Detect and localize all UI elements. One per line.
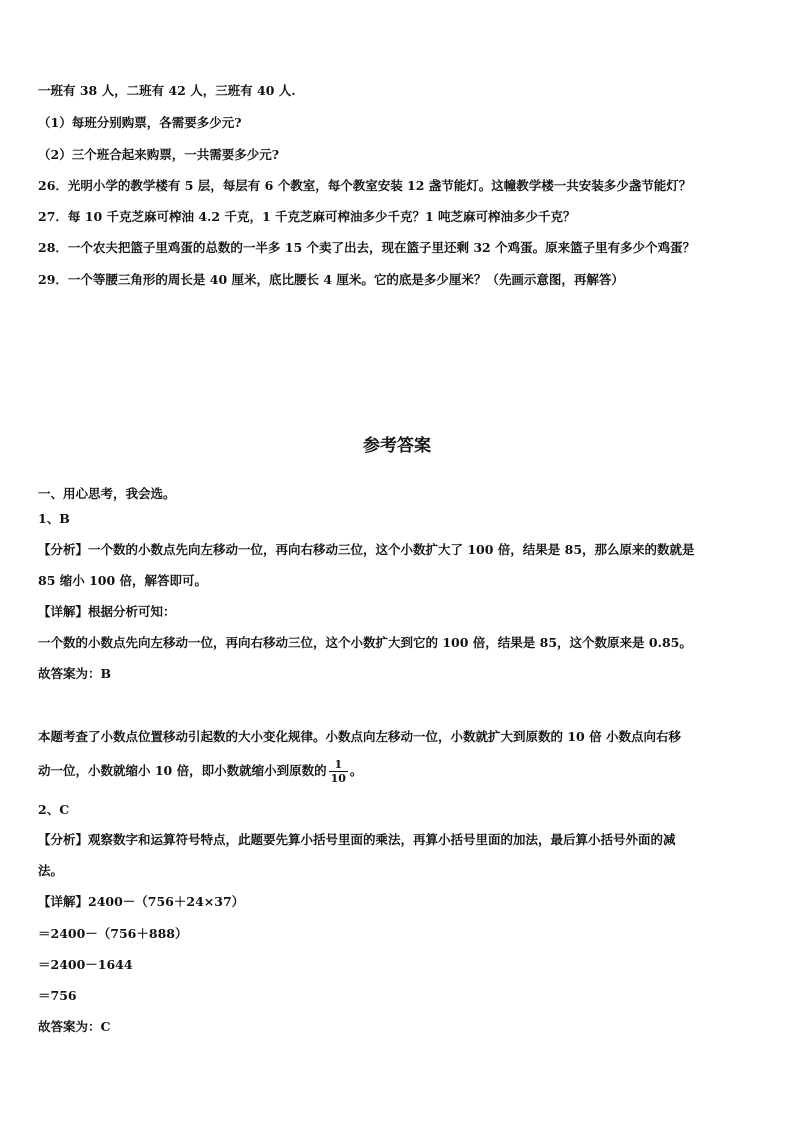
answer-2-analysis-line1: 【分析】观察数字和运算符号特点，此题要先算小括号里面的乘法，再算小括号里面的加法，最后算小括号外面的减 bbox=[38, 832, 676, 847]
answer-1-note-end: 。 bbox=[349, 763, 363, 778]
answer-2-label: 2、C bbox=[38, 802, 70, 817]
answer-1-note-line2 bbox=[38, 758, 762, 785]
answer-1-label: 1、B bbox=[38, 511, 70, 526]
answer-2-detail-line3: ＝2400－1644 bbox=[38, 957, 133, 972]
answer-1-answer: 故答案为：B bbox=[38, 666, 112, 681]
q25-part2: （2）三个班合起来购票，一共需要多少元? bbox=[38, 147, 280, 162]
answer-1-detail-label: 【详解】根据分析可知： bbox=[38, 604, 176, 619]
answers-title: 参考答案 bbox=[363, 436, 431, 456]
q25-part1: （1）每班分别购票，各需要多少元? bbox=[38, 115, 242, 130]
q25-stem: 一班有 38 人，二班有 42 人，三班有 40 人. bbox=[38, 83, 296, 98]
answer-1-note-text: 动一位，小数就缩小 10 倍，即小数就缩小到原数的 bbox=[38, 763, 327, 778]
answer-2-answer: 故答案为：C bbox=[38, 1019, 111, 1034]
answer-1-detail-line1: 一个数的小数点先向左移动一位，再向右移动三位，这个小数扩大到它的 100 倍，结果是 85，这个数原来是 0.85。 bbox=[38, 635, 692, 650]
answer-2-analysis-line2: 法。 bbox=[38, 863, 64, 878]
fraction-numerator: 1 bbox=[329, 758, 348, 772]
question-28: 28．一个农夫把篮子里鸡蛋的总数的一半多 15 个卖了出去，现在篮子里还剩 32 个鸡蛋。原来篮子里有多少个鸡蛋？ bbox=[38, 240, 696, 255]
answer-1-note-line1: 本题考查了小数点位置移动引起数的大小变化规律。小数点向左移动一位，小数就扩大到原数的 10 倍 小数点向右移 bbox=[38, 729, 681, 744]
question-27: 27．每 10 千克芝麻可榨油 4.2 千克，1 千克芝麻可榨油多少千克？1 吨芝麻可榨油多少千克？ bbox=[38, 209, 576, 224]
question-29: 29．一个等腰三角形的周长是 40 厘米，底比腰长 4 厘米。它的底是多少厘米？（先画示意图，再解答） bbox=[38, 272, 624, 287]
fraction-one-tenth bbox=[329, 758, 348, 785]
answer-1-analysis-line1: 【分析】一个数的小数点先向左移动一位，再向右移动三位，这个小数扩大了 100 倍，结果是 85，那么原来的数就是 bbox=[38, 542, 695, 557]
question-26: 26．光明小学的教学楼有 5 层，每层有 6 个教室，每个教室安装 12 盏节能灯。这幢教学楼一共安装多少盏节能灯？ bbox=[38, 178, 692, 193]
answer-2-detail-line2: ＝2400－（756＋888） bbox=[38, 926, 188, 941]
fraction-denominator: 10 bbox=[330, 772, 346, 785]
answer-1-analysis-line2: 85 缩小 100 倍，解答即可。 bbox=[38, 573, 208, 588]
answer-2-detail-line4: ＝756 bbox=[38, 988, 77, 1003]
section-1-heading: 一、用心思考，我会选。 bbox=[38, 486, 176, 501]
answer-2-detail-line1: 【详解】2400－（756＋24×37） bbox=[38, 894, 245, 909]
